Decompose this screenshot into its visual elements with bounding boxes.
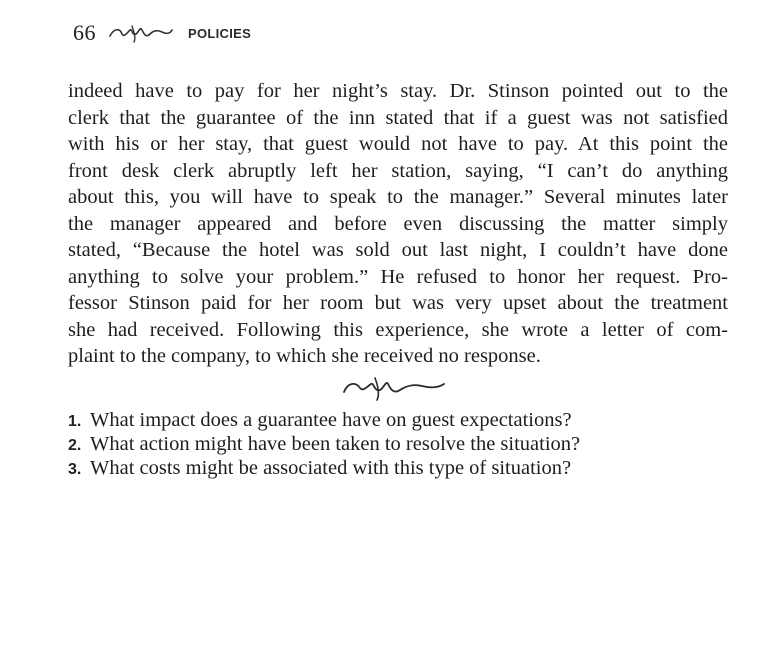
body-line: about this, you will have to speak to the manager.” Several minutes later	[68, 186, 728, 208]
question-number: 3.	[68, 461, 82, 478]
question-text: What action might have been taken to resolve the situation?	[90, 433, 581, 455]
body-paragraph	[68, 78, 728, 370]
body-line: plaint to the company, to which she received no response.	[68, 345, 541, 367]
running-head	[73, 18, 251, 48]
body-line: anything to solve your problem.” He refused to honor her request. Pro-	[68, 265, 728, 288]
discussion-questions	[68, 408, 708, 480]
page-number: 66	[73, 20, 96, 45]
body-line: indeed have to pay for her night’s stay. Dr. Stinson pointed out to the	[68, 80, 728, 102]
question-item	[68, 456, 708, 480]
body-line: fessor Stinson paid for her room but was very upset about the treatment	[68, 292, 728, 314]
question-item	[68, 408, 708, 432]
question-text: What impact does a guarantee have on guest expectations?	[90, 409, 572, 431]
flourish-ornament-icon	[338, 372, 453, 402]
question-item	[68, 432, 708, 456]
body-line: the manager appeared and before even discussing the matter simply	[68, 212, 728, 235]
body-line: she had received. Following this experience, she wrote a letter of com-	[68, 318, 728, 341]
question-number: 1.	[68, 413, 82, 430]
body-line: stated, “Because the hotel was sold out last night, I couldn’t have done	[68, 239, 728, 261]
body-line: with his or her stay, that guest would not have to pay. At this point the	[68, 133, 728, 155]
flourish-ornament-icon	[106, 22, 176, 44]
body-line: clerk that the guarantee of the inn stated that if a guest was not satisfied	[68, 106, 728, 129]
question-text: What costs might be associated with this type of situation?	[90, 457, 572, 479]
body-line: front desk clerk abruptly left her station, saying, “I can’t do anything	[68, 159, 728, 182]
question-number: 2.	[68, 437, 82, 454]
section-title: POLICIES	[188, 25, 252, 41]
